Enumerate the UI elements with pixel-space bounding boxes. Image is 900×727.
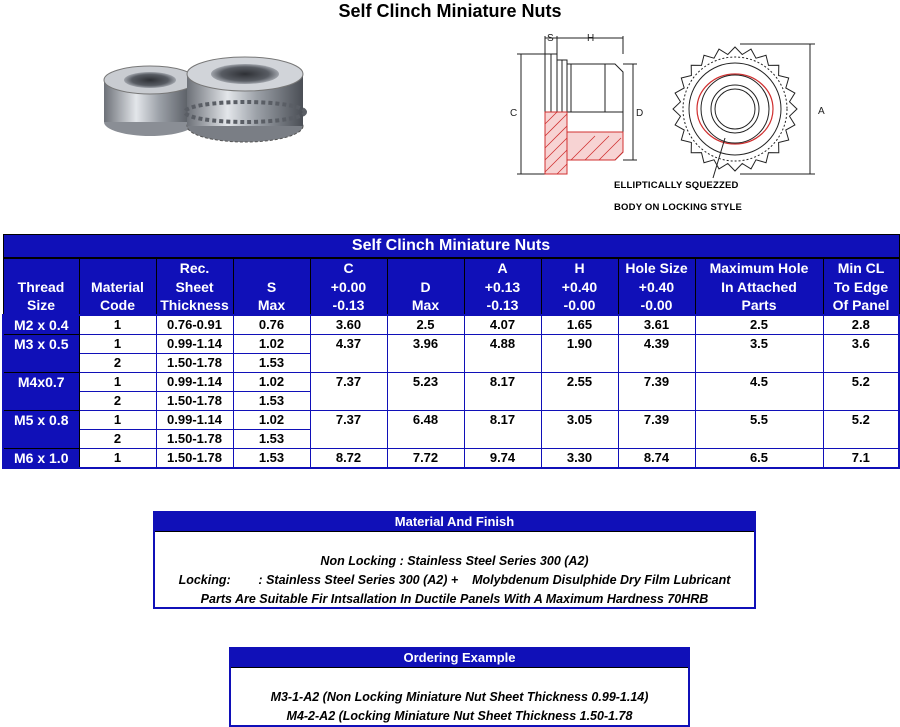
thread-size-cell: M3 x 0.5 <box>3 335 79 373</box>
d-max-cell: 3.96 <box>387 335 464 373</box>
h-cell: 3.30 <box>541 449 618 469</box>
header-cell-8 <box>618 278 695 315</box>
header-line: Parts <box>741 297 777 313</box>
sheet-thickness-cell: 0.99-1.14 <box>156 373 233 392</box>
header-cell-7 <box>541 278 618 315</box>
header-top-2: Rec. <box>156 258 233 278</box>
header-line: +0.40 <box>561 279 598 295</box>
header-top-0 <box>3 258 79 278</box>
s-max-cell: 1.02 <box>233 411 310 430</box>
header-line: Max <box>411 297 440 313</box>
c-cell: 8.72 <box>310 449 387 469</box>
header-cell-2 <box>156 278 233 315</box>
c-cell: 7.37 <box>310 373 387 411</box>
header-top-5 <box>387 258 464 278</box>
table-row <box>3 315 899 335</box>
material-line-locking: Locking: : Stainless Steel Series 300 (A2) + Molybdenum Disulphide Dry Film Lubricant <box>178 573 731 587</box>
s-max-cell: 1.02 <box>233 335 310 354</box>
table-row <box>3 373 899 392</box>
material-code-cell: 2 <box>79 354 156 373</box>
locking-note-line2: BODY ON LOCKING STYLE <box>614 202 743 213</box>
header-cell-10 <box>823 278 899 315</box>
header-line: Thickness <box>160 297 229 313</box>
c-cell: 3.60 <box>310 315 387 335</box>
min-cl-cell: 5.2 <box>823 411 899 449</box>
sheet-thickness-cell: 1.50-1.78 <box>156 430 233 449</box>
header-top-1 <box>79 258 156 278</box>
d-max-cell: 7.72 <box>387 449 464 469</box>
header-top-9: Maximum Hole <box>695 258 823 278</box>
header-line: S <box>266 279 277 295</box>
header-cell-9 <box>695 278 823 315</box>
ordering-title: Ordering Example <box>231 649 688 668</box>
max-hole-cell: 5.5 <box>695 411 823 449</box>
header-line: In Attached <box>721 279 797 295</box>
header-line: -0.00 <box>640 297 673 313</box>
header-line: Thread <box>17 279 65 295</box>
ordering-line-2: M4-2-A2 (Locking Miniature Nut Sheet Thickness 1.50-1.78 <box>286 709 633 723</box>
material-code-cell: 1 <box>79 449 156 469</box>
header-cell-6 <box>464 278 541 315</box>
material-line-panels: Parts Are Suitable Fir Intsallation In Ductile Panels With A Maximum Hardness 70HRB <box>200 592 709 606</box>
h-cell: 1.65 <box>541 315 618 335</box>
header-cell-0 <box>3 278 79 315</box>
material-code-cell: 1 <box>79 315 156 335</box>
table-row <box>3 449 899 469</box>
header-top-3 <box>233 258 310 278</box>
material-code-cell: 1 <box>79 335 156 354</box>
table-row <box>3 335 899 354</box>
product-photo <box>95 40 315 150</box>
a-cell: 9.74 <box>464 449 541 469</box>
thread-size-cell: M6 x 1.0 <box>3 449 79 469</box>
header-line: To Edge <box>833 279 889 295</box>
locking-note-line1: ELLIPTICALLY SQUEZZED <box>614 180 739 191</box>
s-max-cell: 1.53 <box>233 354 310 373</box>
min-cl-cell: 5.2 <box>823 373 899 411</box>
sheet-thickness-cell: 0.76-0.91 <box>156 315 233 335</box>
sheet-thickness-cell: 1.50-1.78 <box>156 392 233 411</box>
header-cell-4 <box>310 278 387 315</box>
header-line: Size <box>26 297 55 313</box>
max-hole-cell: 4.5 <box>695 373 823 411</box>
hole-size-cell: 7.39 <box>618 373 695 411</box>
label-d: D <box>636 108 644 119</box>
header-line: Of Panel <box>832 297 890 313</box>
serrated-outline <box>673 47 797 171</box>
s-max-cell: 1.02 <box>233 373 310 392</box>
material-code-cell: 2 <box>79 430 156 449</box>
a-cell: 8.17 <box>464 411 541 449</box>
h-cell: 1.90 <box>541 335 618 373</box>
sheet-thickness-cell: 0.99-1.14 <box>156 411 233 430</box>
header-line: +0.40 <box>638 279 675 295</box>
end-view <box>673 44 815 178</box>
a-cell: 4.88 <box>464 335 541 373</box>
material-code-cell: 1 <box>79 373 156 392</box>
table-title: Self Clinch Miniature Nuts <box>3 235 899 259</box>
max-hole-cell: 6.5 <box>695 449 823 469</box>
material-code-cell: 1 <box>79 411 156 430</box>
header-top-4: C <box>310 258 387 278</box>
header-top-8: Hole Size <box>618 258 695 278</box>
d-max-cell: 2.5 <box>387 315 464 335</box>
page-title: Self Clinch Miniature Nuts <box>338 1 562 21</box>
sheet-thickness-cell: 1.50-1.78 <box>156 354 233 373</box>
nut-small-image <box>104 66 196 136</box>
header-line: -0.00 <box>563 297 596 313</box>
max-hole-cell: 2.5 <box>695 315 823 335</box>
hole-size-cell: 4.39 <box>618 335 695 373</box>
header-line: +0.00 <box>330 279 367 295</box>
s-max-cell: 1.53 <box>233 449 310 469</box>
s-max-cell: 1.53 <box>233 430 310 449</box>
thread-size-cell: M5 x 0.8 <box>3 411 79 449</box>
material-line-nonlocking: Non Locking : Stainless Steel Series 300 (A2) <box>320 554 589 568</box>
nut-large-image <box>185 57 305 142</box>
ordering-line-1: M3-1-A2 (Non Locking Miniature Nut Sheet Thickness 0.99-1.14) <box>270 690 649 704</box>
label-s: S <box>547 33 554 44</box>
header-cell-1 <box>79 278 156 315</box>
thread-size-cell: M2 x 0.4 <box>3 315 79 335</box>
material-code-cell: 2 <box>79 392 156 411</box>
header-line: Code <box>100 297 135 313</box>
d-max-cell: 6.48 <box>387 411 464 449</box>
header-cell-3 <box>233 278 310 315</box>
label-c: C <box>510 108 518 119</box>
header-top-10: Min CL <box>823 258 899 278</box>
table-row <box>3 411 899 430</box>
d-max-cell: 5.23 <box>387 373 464 411</box>
min-cl-cell: 3.6 <box>823 335 899 373</box>
label-h: H <box>587 33 595 44</box>
ordering-example-box <box>229 647 690 727</box>
min-cl-cell: 7.1 <box>823 449 899 469</box>
hole-size-cell: 8.74 <box>618 449 695 469</box>
header-line: Sheet <box>175 279 214 295</box>
c-cell: 4.37 <box>310 335 387 373</box>
thread-size-cell: M4x0.7 <box>3 373 79 411</box>
header-line: -0.13 <box>486 297 519 313</box>
min-cl-cell: 2.8 <box>823 315 899 335</box>
header-line: Material <box>91 279 144 295</box>
material-finish-box <box>153 511 756 609</box>
sheet-thickness-cell: 1.50-1.78 <box>156 449 233 469</box>
header-cell-5 <box>387 278 464 315</box>
h-cell: 3.05 <box>541 411 618 449</box>
s-max-cell: 1.53 <box>233 392 310 411</box>
material-title: Material And Finish <box>155 513 754 532</box>
s-max-cell: 0.76 <box>233 315 310 335</box>
c-cell: 7.37 <box>310 411 387 449</box>
hole-size-cell: 7.39 <box>618 411 695 449</box>
header-top-7: H <box>541 258 618 278</box>
max-hole-cell: 3.5 <box>695 335 823 373</box>
sheet-thickness-cell: 0.99-1.14 <box>156 335 233 354</box>
h-cell: 2.55 <box>541 373 618 411</box>
header-top-6: A <box>464 258 541 278</box>
a-cell: 8.17 <box>464 373 541 411</box>
header-line: Max <box>257 297 286 313</box>
spec-table <box>2 234 900 469</box>
label-a: A <box>818 106 825 117</box>
hole-size-cell: 3.61 <box>618 315 695 335</box>
header-line: -0.13 <box>332 297 365 313</box>
header-line: +0.13 <box>484 279 521 295</box>
header-line: D <box>420 279 431 295</box>
a-cell: 4.07 <box>464 315 541 335</box>
